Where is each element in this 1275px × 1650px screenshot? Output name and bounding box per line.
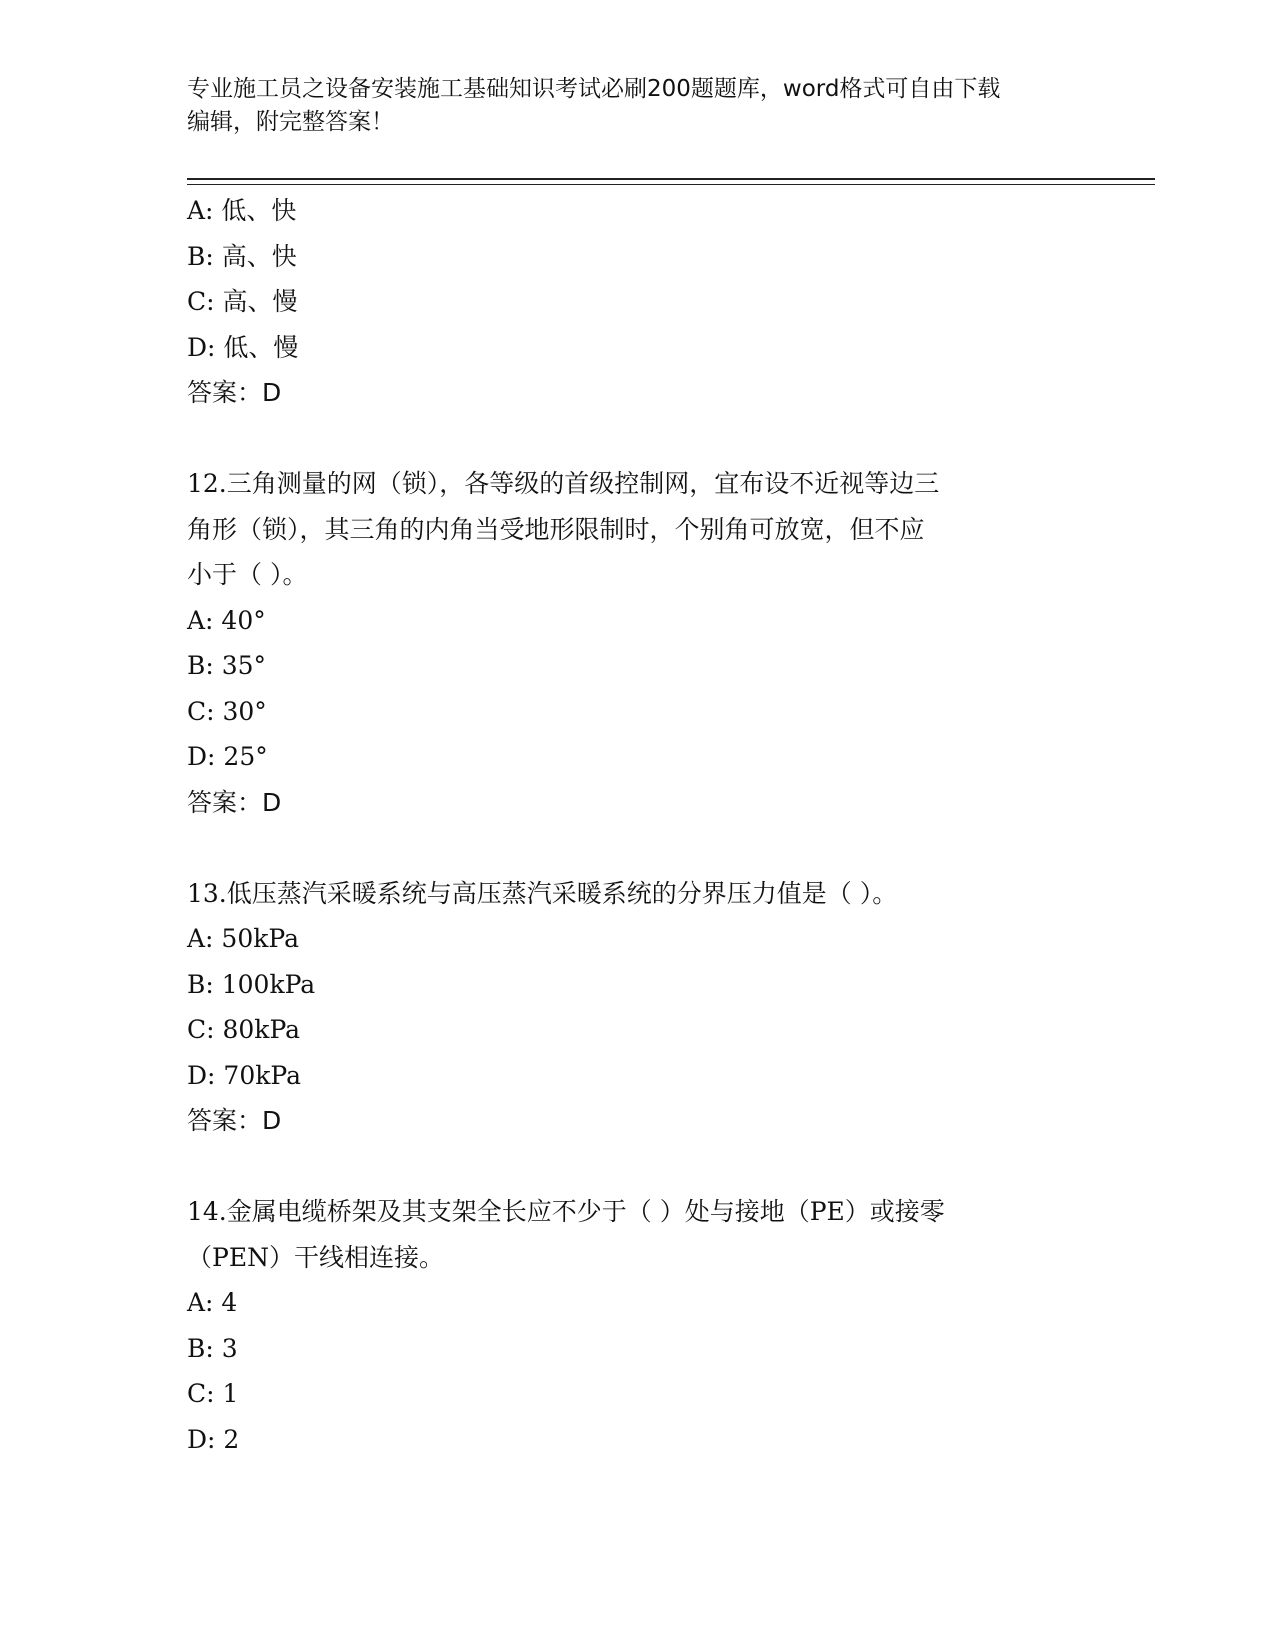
question-text-line: 14.金属电缆桥架及其支架全长应不少于（ ）处与接地（PE）或接零 bbox=[187, 1197, 945, 1226]
answer: 答案：D bbox=[187, 787, 282, 817]
question-text-line: 角形（锁），其三角的内角当受地形限制时，个别角可放宽，但不应 bbox=[187, 514, 925, 544]
option-d: D: 25° bbox=[187, 742, 268, 771]
option-a: A: 40° bbox=[187, 605, 266, 635]
option-d: D: 70kPa bbox=[187, 1060, 301, 1090]
option-a: A: 4 bbox=[187, 1288, 238, 1317]
option-c: C: 高、慢 bbox=[187, 287, 298, 316]
option-c: C: 80kPa bbox=[187, 1015, 301, 1044]
option-b: B: 3 bbox=[187, 1333, 238, 1363]
question-list bbox=[187, 188, 1107, 1462]
header-line-2: 编辑，附完整答案！ bbox=[187, 109, 394, 135]
option-d: D: 低、慢 bbox=[187, 332, 299, 362]
answer: 答案：D bbox=[187, 1106, 282, 1135]
spacer bbox=[187, 825, 1107, 871]
option-a: A: 低、快 bbox=[187, 196, 297, 225]
question-12 bbox=[187, 461, 1107, 825]
question-13 bbox=[187, 871, 1107, 1144]
question-text-line: 12.三角测量的网（锁），各等级的首级控制网，宜布设不近视等边三 bbox=[187, 469, 940, 498]
document-header bbox=[187, 73, 1087, 139]
option-b: B: 高、快 bbox=[187, 241, 297, 271]
header-divider bbox=[187, 178, 1155, 185]
spacer bbox=[187, 416, 1107, 462]
spacer bbox=[187, 1144, 1107, 1190]
option-a: A: 50kPa bbox=[187, 924, 299, 953]
option-c: C: 30° bbox=[187, 696, 267, 726]
question-text-line: 小于（ ）。 bbox=[187, 560, 308, 589]
option-b: B: 35° bbox=[187, 651, 267, 680]
question-11 bbox=[187, 188, 1107, 416]
question-14 bbox=[187, 1189, 1107, 1462]
header-line-1: 专业施工员之设备安装施工基础知识考试必刷200题题库，word格式可自由下载 bbox=[187, 76, 1001, 102]
option-d: D: 2 bbox=[187, 1424, 240, 1454]
question-text-line: 13.低压蒸汽采暖系统与高压蒸汽采暖系统的分界压力值是（ ）。 bbox=[187, 878, 898, 908]
answer: 答案：D bbox=[187, 378, 282, 407]
question-text-line: （PEN）干线相连接。 bbox=[187, 1242, 444, 1272]
option-b: B: 100kPa bbox=[187, 969, 316, 999]
option-c: C: 1 bbox=[187, 1379, 239, 1408]
